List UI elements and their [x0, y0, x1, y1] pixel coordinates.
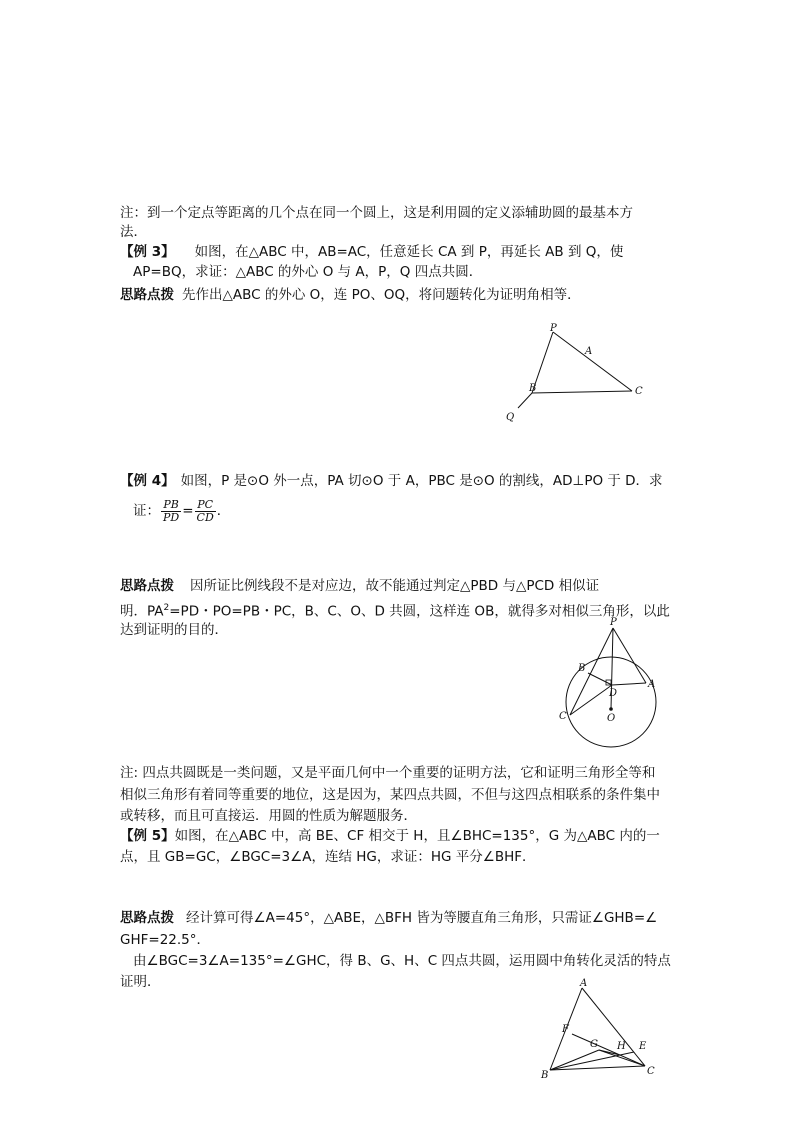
ex5-side-ac	[582, 988, 645, 1066]
ex4-frac1-den: PD	[163, 510, 180, 524]
ex4-line2	[133, 496, 230, 526]
ex3-hint-label: 思路点拨	[120, 287, 174, 303]
ex4-hint-sup: 2	[163, 603, 170, 613]
ex4-line-ad	[612, 683, 646, 685]
ex5-figure	[535, 978, 665, 1083]
note2-line3: 或转移，而且可直接运．用圆的性质为解题服务．	[120, 808, 417, 824]
ex5-hint2: GHF=22.5°．	[120, 932, 210, 948]
ex4-equals: =	[182, 503, 194, 519]
ex3-text1: 如图，在△ABC 中，AB=AC，任意延长 CA 到 P，再延长 AB 到 Q，使	[194, 244, 624, 260]
ex4-line-cd	[570, 685, 612, 715]
ex5-hint3: 由∠BGC=3∠A=135°=∠GHC，得 B、G、H、C 四点共圆，运用圆中角转化灵活的特点	[133, 953, 671, 969]
ex4-label-p: P	[610, 617, 617, 628]
ex3-line-bc	[532, 391, 632, 393]
ex4-label-o: O	[607, 713, 616, 724]
ex4-hint3: 达到证明的目的．	[120, 622, 228, 638]
ex4-label-d: D	[609, 688, 618, 699]
note2-line1: 注: 四点共圆既是一类问题，又是平面几何中一个重要的证明方法，它和证明三角形全等和	[120, 765, 656, 781]
ex4-frac1-num: PB	[161, 499, 181, 512]
ex3-label-b: B	[529, 383, 537, 394]
note2-line2: 相似三角形有着同等重要的地位，这是因为，某四点共圆，不但与这四点相联系的条件集中	[120, 787, 660, 803]
ex4-tangent-pa	[613, 628, 646, 683]
ex4-label-c: C	[559, 711, 567, 722]
ex3-hint-text: 先作出△ABC 的外心 O，连 PO、OQ，将问题转化为证明角相等．	[182, 287, 581, 303]
ex3-label-q: Q	[506, 412, 515, 423]
ex4-fraction-pc-cd	[195, 499, 216, 524]
note1-line2: 法．	[120, 224, 147, 240]
ex4-frac2-den: CD	[196, 510, 214, 524]
ex5-line2: 点，且 GB=GC，∠BGC=3∠A，连结 HG，求证：HG 平分∠BHF．	[120, 849, 536, 865]
ex5-hint-label: 思路点拨	[120, 910, 174, 926]
ex4-text1: 如图，P 是⊙O 外一点，PA 切⊙O 于 A，PBC 是⊙O 的割线，AD⊥PO 于 D．求	[180, 473, 663, 489]
ex5-hint4: 证明．	[120, 974, 161, 990]
ex4-hint-text2a: 明．PA	[120, 603, 164, 620]
ex5-line-bg	[550, 1050, 599, 1070]
ex4-figure	[550, 615, 670, 750]
ex5-hint1	[120, 908, 657, 928]
ex5-altitude-cf	[572, 1034, 645, 1066]
ex3-label: 【例 3】	[120, 244, 175, 260]
ex5-label-h: H	[617, 1041, 626, 1052]
ex4-prove-prefix: 证：	[133, 503, 160, 519]
ex4-suffix: ．	[216, 503, 231, 519]
ex4-label-a: A	[648, 679, 656, 690]
ex3-figure	[495, 315, 655, 430]
ex4-hint-text2b: =PD・PO=PB・PC，B、C、O、D 共圆，这样连 OB，就得多对相似三角形，以此	[169, 603, 670, 620]
ex3-label-a: A	[585, 346, 593, 357]
ex5-label-f: F	[562, 1024, 569, 1035]
ex4-frac2-num: PC	[195, 499, 216, 512]
ex3-line-pc	[553, 332, 632, 391]
ex5-text1: 如图，在△ABC 中，高 BE、CF 相交于 H，且∠BHC=135°，G 为△ABC 内的一	[174, 828, 660, 844]
ex4-hint1	[120, 576, 599, 596]
ex4-label-b: B	[578, 663, 586, 674]
ex4-label: 【例 4】	[120, 473, 175, 489]
ex4-fraction-pb-pd	[161, 499, 181, 524]
ex3-line2: AP=BQ，求证：△ABC 的外心 O 与 A，P，Q 四点共圆．	[133, 264, 483, 280]
ex4-line1	[120, 471, 663, 491]
ex3-label-p: P	[550, 323, 557, 334]
ex4-point-o	[609, 707, 613, 711]
ex5-line1	[120, 826, 660, 846]
ex5-label-e: E	[639, 1041, 647, 1052]
ex3-label-c: C	[635, 386, 643, 397]
ex3-hint	[120, 285, 581, 305]
ex5-label-a: A	[580, 978, 588, 989]
ex3-line1	[120, 242, 623, 262]
ex3-line-bq	[518, 393, 532, 408]
note1-line1: 注：到一个定点等距离的几个点在同一个圆上，这是利用圆的定义添辅助圆的最基本方	[120, 205, 633, 221]
ex4-hint-text1: 因所证比例线段不是对应边，故不能通过判定△PBD 与△PCD 相似证	[190, 578, 600, 594]
ex4-secant-pc	[570, 628, 613, 715]
ex5-label-c: C	[647, 1066, 655, 1077]
ex4-hint-label: 思路点拨	[120, 578, 174, 594]
ex4-line-bd	[588, 673, 612, 685]
ex5-label-b: B	[541, 1070, 549, 1081]
ex5-label-g: G	[590, 1039, 598, 1050]
ex5-hint-text1: 经计算可得∠A=45°，△ABE，△BFH 皆为等腰直角三角形，只需证∠GHB=∠	[186, 910, 658, 926]
ex5-label: 【例 5】	[120, 828, 175, 844]
